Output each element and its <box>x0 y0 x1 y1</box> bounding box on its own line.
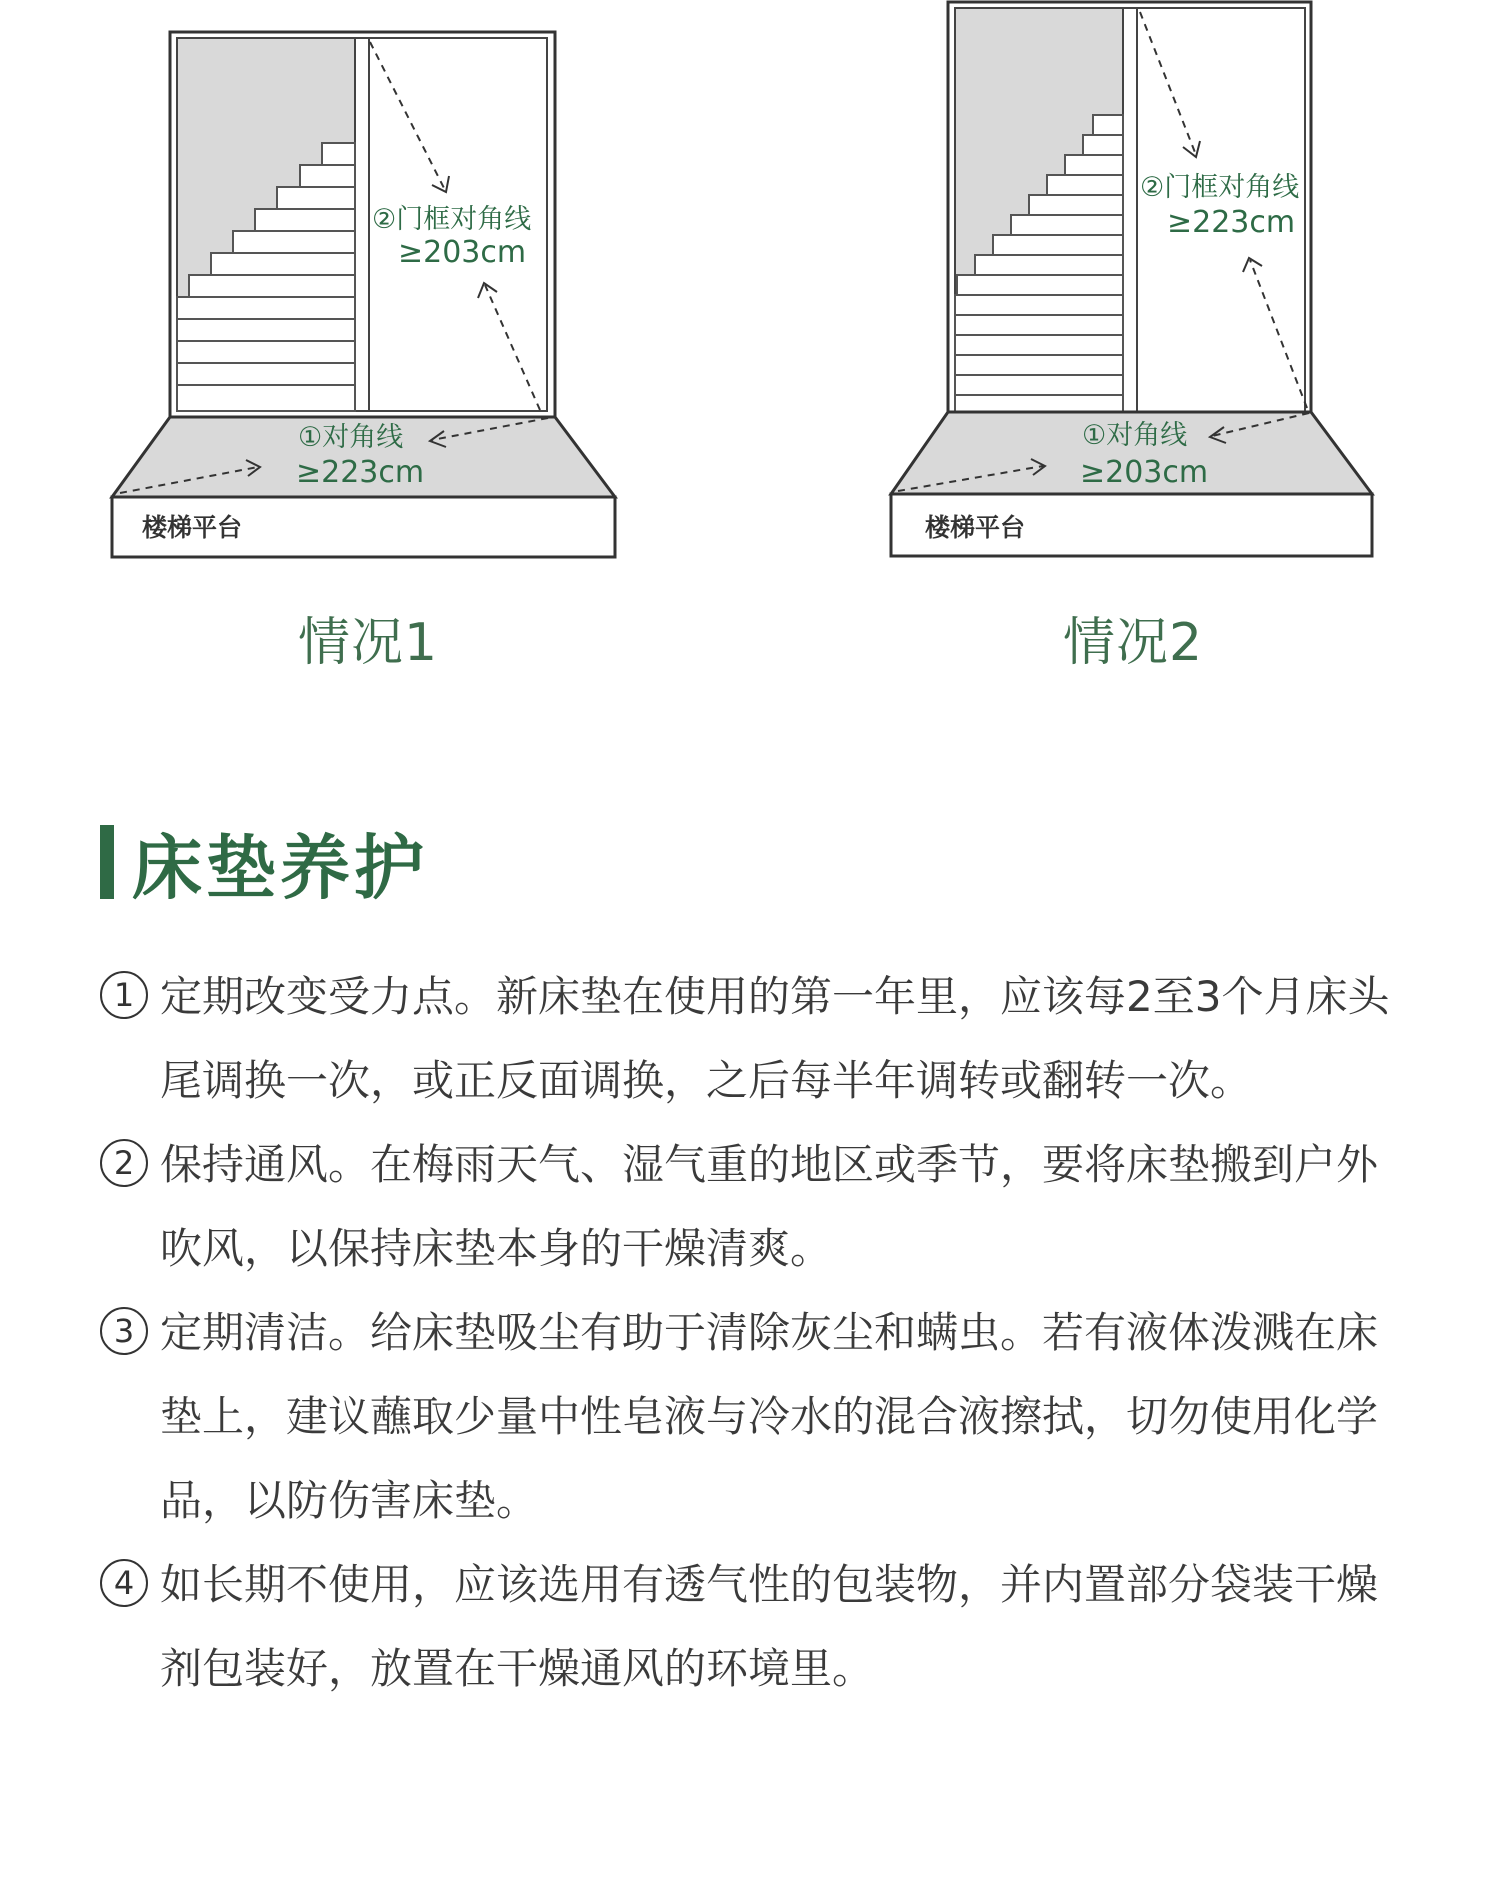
section-title: 床垫养护 <box>132 826 428 909</box>
floor-diagonal-value: ≥203cm <box>1080 455 1209 490</box>
item-text: 如长期不使用，应该选用有透气性的包装物，并内置部分袋装干燥剂包装好，放置在干燥通风的环境里。 <box>160 1560 1379 1693</box>
list-item <box>100 1123 1400 1291</box>
care-list <box>100 955 1400 1711</box>
floor-diagonal-label: ①对角线 <box>1082 420 1188 451</box>
item-number: 2 <box>100 1139 148 1187</box>
door-diagonal-label: ②门框对角线 <box>1140 172 1300 203</box>
case-1-title: 情况1 <box>298 613 439 673</box>
heading-accent-bar <box>100 825 114 899</box>
diagrams <box>0 0 1500 700</box>
landing-label: 楼梯平台 <box>142 513 243 542</box>
item-number: 4 <box>100 1559 148 1607</box>
landing-label: 楼梯平台 <box>925 513 1026 542</box>
door-diagonal-value: ≥203cm <box>398 235 527 270</box>
list-item <box>100 955 1400 1123</box>
list-item <box>100 1543 1400 1711</box>
floor-diagonal-label: ①对角线 <box>298 422 404 453</box>
floor-diagonal-value: ≥223cm <box>296 455 425 490</box>
item-number: 3 <box>100 1307 148 1355</box>
list-item <box>100 1291 1400 1543</box>
section-heading <box>100 822 428 909</box>
case-2-title: 情况2 <box>1063 613 1204 673</box>
item-number: 1 <box>100 971 148 1019</box>
item-text: 定期清洁。给床垫吸尘有助于清除灰尘和螨虫。若有液体泼溅在床垫上，建议蘸取少量中性皂液与冷水的混合液擦拭，切勿使用化学品，以防伤害床垫。 <box>160 1308 1379 1525</box>
diagram-case-2 <box>891 2 1372 556</box>
item-text: 保持通风。在梅雨天气、湿气重的地区或季节，要将床垫搬到户外吹风，以保持床垫本身的干燥清爽。 <box>160 1140 1379 1273</box>
door-diagonal-value: ≥223cm <box>1167 205 1296 240</box>
door-diagonal-label: ②门框对角线 <box>372 204 532 235</box>
diagram-case-1 <box>112 32 615 557</box>
item-text: 定期改变受力点。新床垫在使用的第一年里，应该每2至3个月床头尾调换一次，或正反面调换，之后每半年调转或翻转一次。 <box>160 972 1390 1105</box>
